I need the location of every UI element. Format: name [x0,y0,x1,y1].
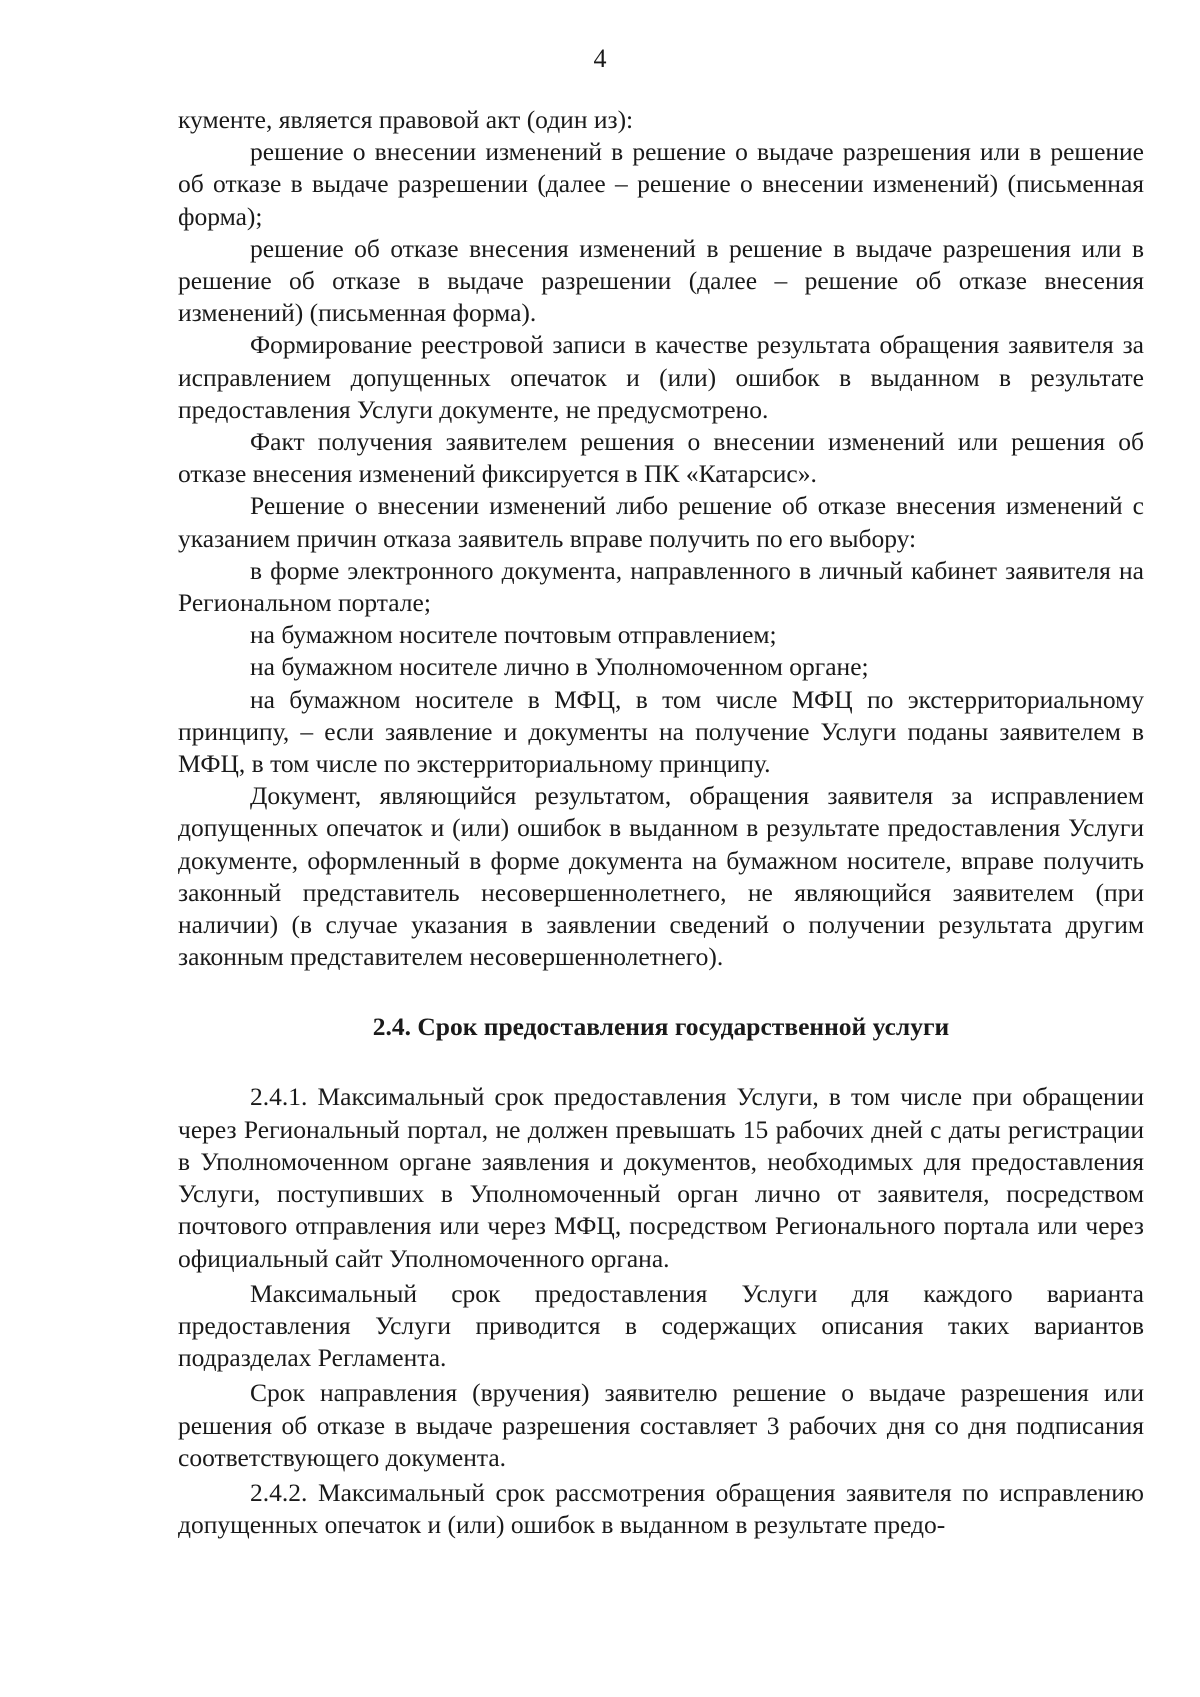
list-item: на бумажном носителе лично в Уполномоченном органе; [250,652,869,682]
list-item: на бумажном носителе в МФЦ, в том числе МФЦ по экстерриториальному принципу, – если заявление и документы на получение Услуги поданы заявителем в МФЦ, в том числе по экстерриториальному принципу. [178,684,1144,779]
paragraph: Максимальный срок предоставления Услуги для каждого варианта предоставления Услуги приводится в содержащих описания таких вариантов подразделах Регламента. [178,1278,1144,1373]
paragraph: Факт получения заявителем решения о внесении изменений или решения об отказе внесения изменений фиксируется в ПК «Катарсис». [178,427,1144,489]
page-number: 4 [593,44,607,73]
section-heading: 2.4. Срок предоставления государственной услуги [372,1012,950,1042]
paragraph: 2.4.1. Максимальный срок предоставления Услуги, в том числе при обращении через Региональный портал, не должен превышать 15 рабочих дней с даты регистрации в Уполномоченном органе заявления и документов, необходимых для предоставления Услуги, поступивших в Уполномоченный орган лично от заявителя, посредством почтового отправления или через МФЦ, посредством Регионального портала или через официальный сайт Уполномоченного органа. [178,1082,1144,1273]
paragraph: Документ, являющийся результатом, обращения заявителя за исправлением допущенных опечаток и (или) ошибок в выданном в результате предоставления Услуги документе, оформленный в форме документа на бумажном носителе, вправе получить законный представитель несовершеннолетнего, не являющийся заявителем (при наличии) (в случае указания в заявлении сведений о получении результата другим законным представителем несовершеннолетнего). [178,781,1144,972]
paragraph: кументе, является правовой акт (один из): [178,105,634,134]
paragraph: решение о внесении изменений в решение о выдаче разрешения или в решение об отказе в выдаче разрешении (далее – решение о внесении изменений) (письменная форма); [178,137,1144,231]
list-item: в форме электронного документа, направленного в личный кабинет заявителя на Региональном портале; [178,555,1144,618]
paragraph: Решение о внесении изменений либо решение об отказе внесения изменений с указанием причин отказа заявитель вправе получить по его выбору: [178,491,1144,553]
paragraph: решение об отказе внесения изменений в решение в выдаче разрешения или в решение об отказе в выдаче разрешении (далее – решение об отказе внесения изменений) (письменная форма). [178,233,1144,328]
paragraph: Формирование реестровой записи в качестве результата обращения заявителя за исправлением допущенных опечаток и (или) ошибок в выданном в результате предоставления Услуги документе, не предусмотрено. [178,330,1144,424]
list-item: на бумажном носителе почтовым отправлением; [250,620,777,650]
document-body [178,104,1144,1541]
paragraph: Срок направления (вручения) заявителю решение о выдаче разрешения или решения об отказе в выдаче разрешения составляет 3 рабочих дня со дня подписания соответствующего документа. [178,1378,1144,1472]
paragraph: 2.4.2. Максимальный срок рассмотрения обращения заявителя по исправлению допущенных опечаток и (или) ошибок в выданном в результате предо- [178,1477,1144,1540]
